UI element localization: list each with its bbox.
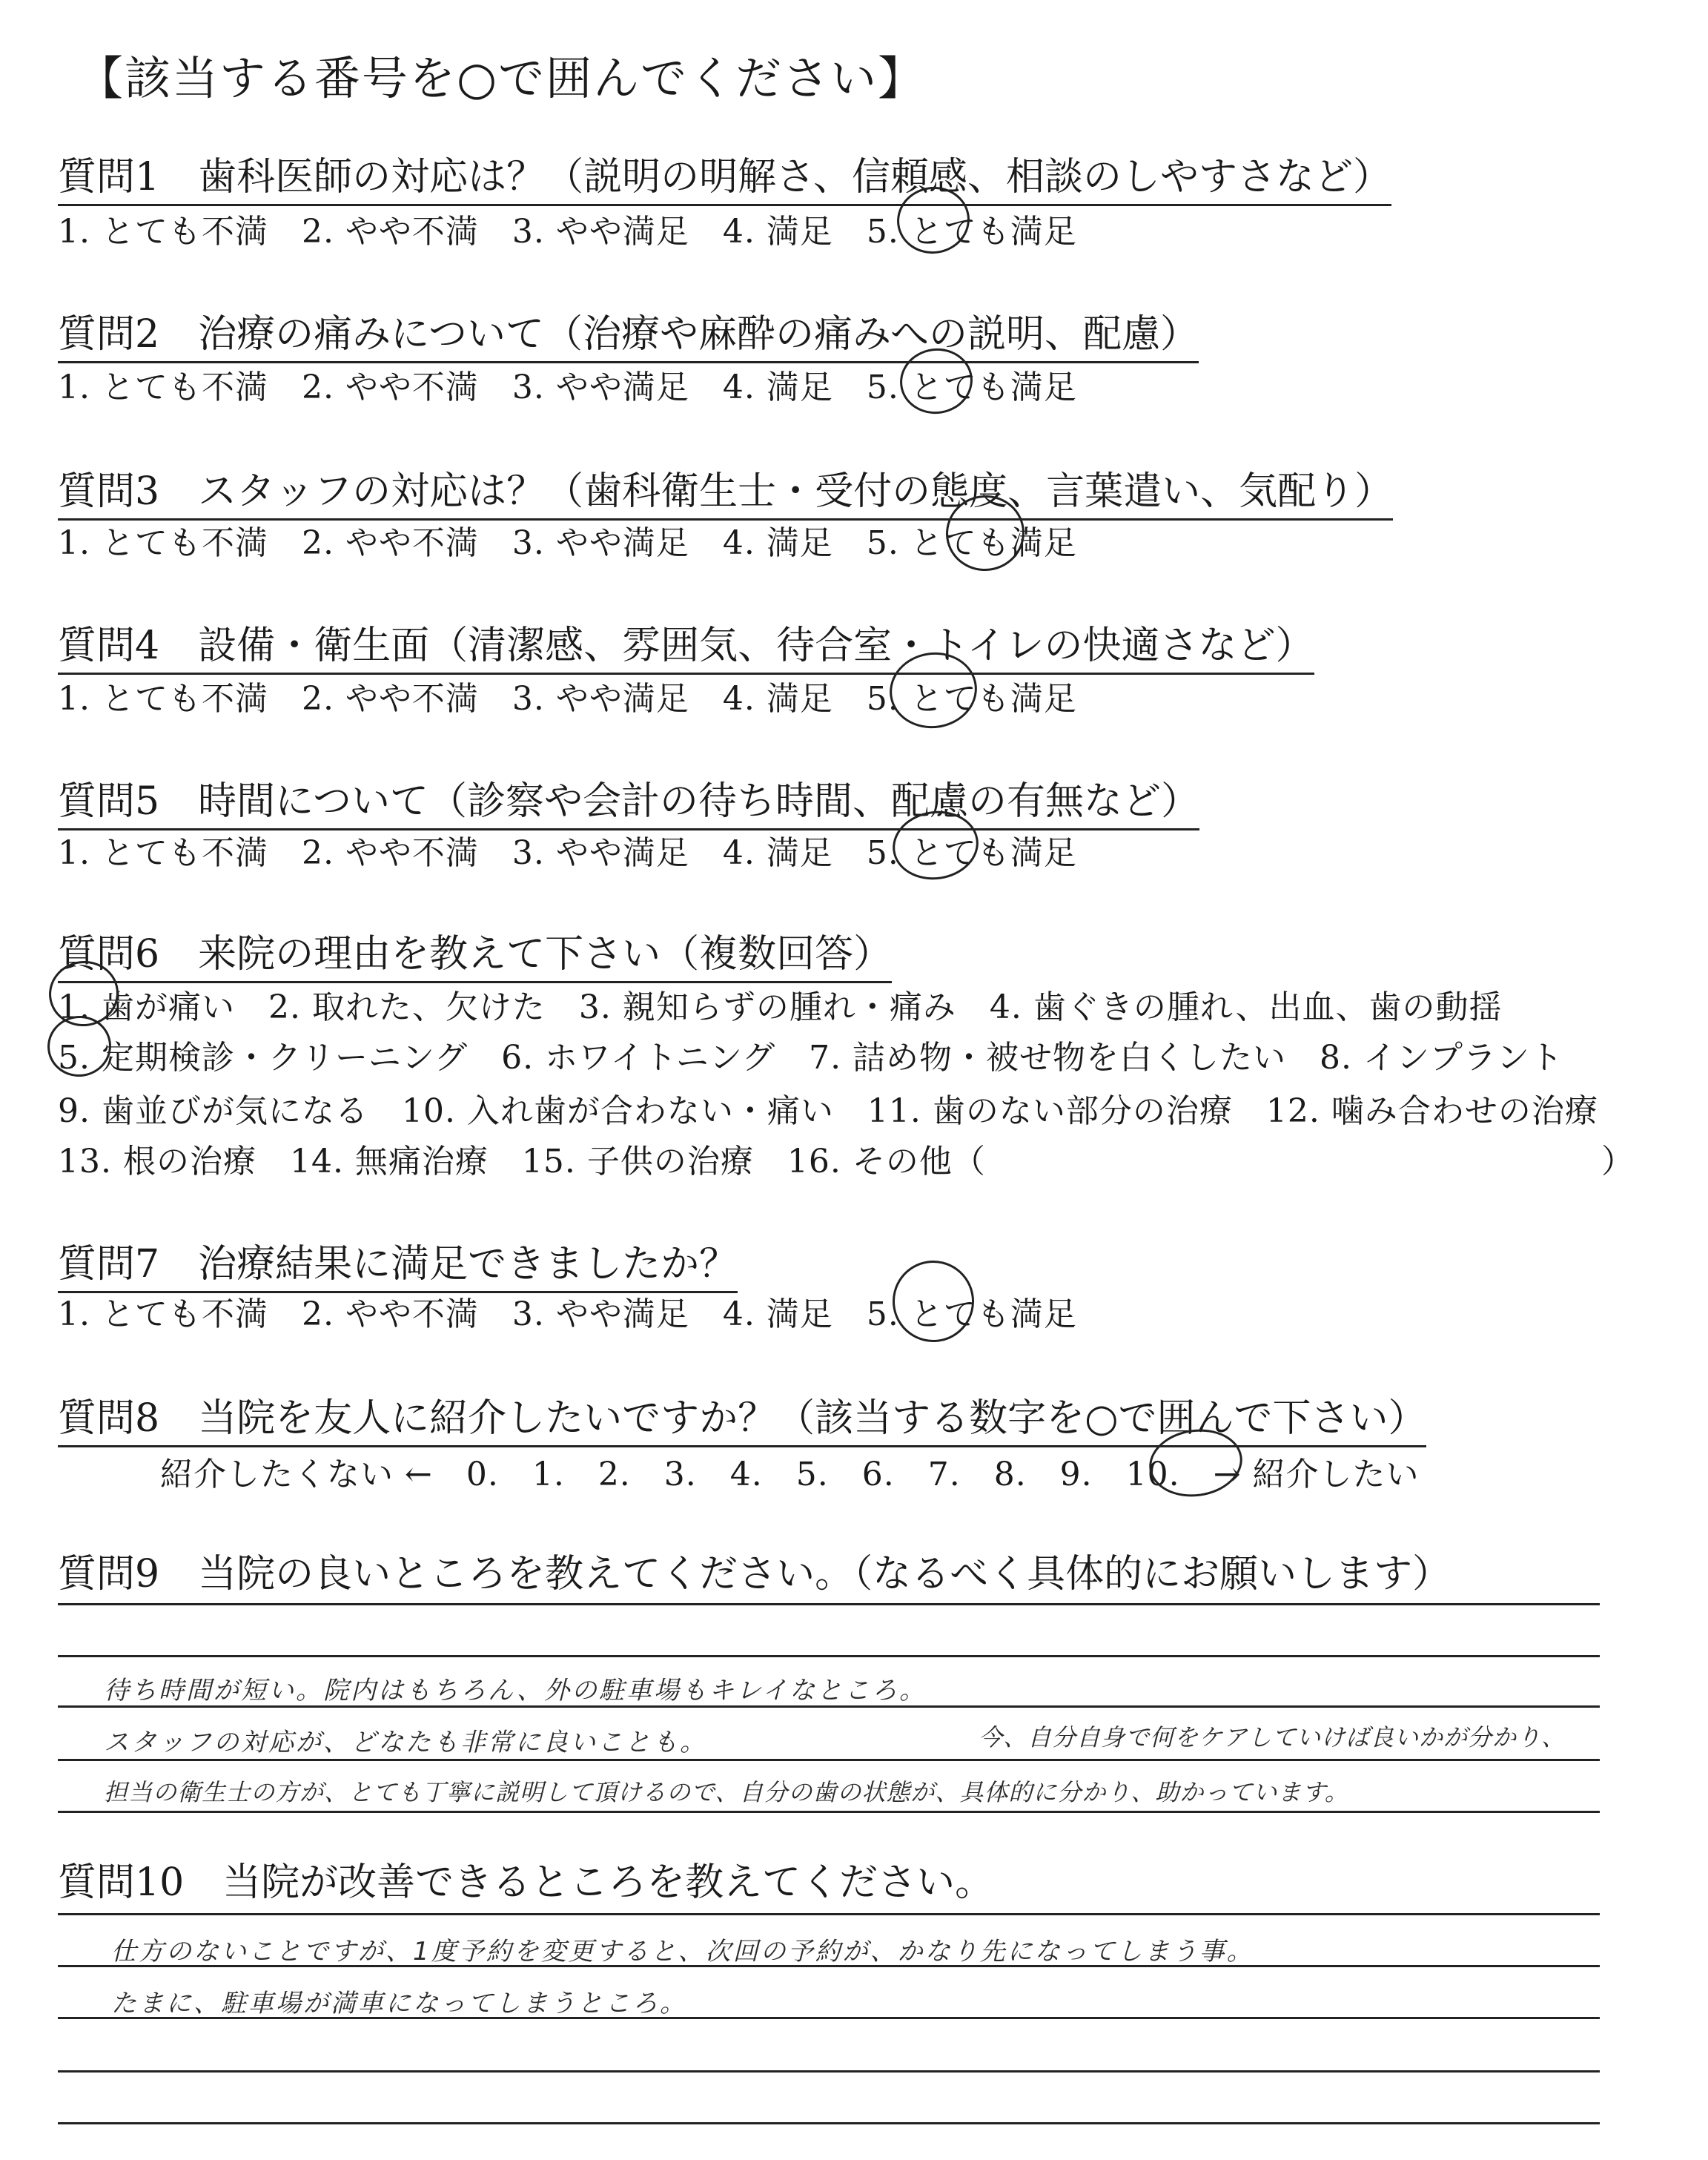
- question-6-row-1: 1. 歯が痛い 2. 取れた、欠けた 3. 親知らずの腫れ・痛み 4. 歯ぐきの腫れ、出血、歯の動揺: [58, 988, 1503, 1026]
- question-5-label: 質問5 時間について（診察や会計の待ち時間、配慮の有無など）: [58, 770, 1199, 830]
- question-3-label: 質問3 スタッフの対応は？（歯科衛生士・受付の態度、言葉遣い、気配り）: [58, 460, 1393, 521]
- question-10-label: 質問10 当院が改善できるところを教えてください。: [58, 1860, 994, 1905]
- question-9-answer-line-2[interactable]: スタッフの対応が、どなたも非常に良いことも。: [104, 1728, 707, 1757]
- question-4-options: 1. とても不満 2. やや不満 3. やや満足 4. 満足 5. とても満足: [58, 680, 1077, 718]
- question-2-label: 質問2 治療の痛みについて（治療や麻酔の痛みへの説明、配慮）: [58, 303, 1199, 363]
- question-6-row-2: 5. 定期検診・クリーニング 6. ホワイトニング 7. 詰め物・被せ物を白くしたい 8. インプラント: [58, 1039, 1564, 1077]
- question-1-options: 1. とても不満 2. やや不満 3. やや満足 4. 満足 5. とても満足: [58, 213, 1077, 251]
- answer-line: [58, 1811, 1600, 1813]
- answer-line: [58, 1655, 1600, 1657]
- question-7-options: 1. とても不満 2. やや不満 3. やや満足 4. 満足 5. とても満足: [58, 1295, 1077, 1333]
- question-7-label: 質問7 治療結果に満足できましたか？: [58, 1232, 738, 1293]
- answer-line: [58, 1603, 1600, 1605]
- question-9-answer-insert[interactable]: 今、自分自身で何をケアしていけば良いかが分かり、: [979, 1723, 1566, 1751]
- question-1-label: 質問1 歯科医師の対応は？（説明の明解さ、信頼感、相談のしやすさなど）: [58, 145, 1391, 206]
- question-6-row-3: 9. 歯並びが気になる 10. 入れ歯が合わない・痛い 11. 歯のない部分の治療 12. 噛み合わせの治療: [58, 1092, 1598, 1130]
- question-5-options: 1. とても不満 2. やや不満 3. やや満足 4. 満足 5. とても満足: [58, 834, 1077, 872]
- question-8-label: 質問8 当院を友人に紹介したいですか？（該当する数字を○で囲んで下さい）: [58, 1387, 1426, 1447]
- question-9-answer-line-3[interactable]: 担当の衛生士の方が、とても丁寧に説明して頂けるので、自分の歯の状態が、具体的に分かり、助かっています。: [104, 1778, 1349, 1806]
- question-6-label: 質問6 来院の理由を教えて下さい（複数回答）: [58, 922, 892, 983]
- question-10-answer-line-1[interactable]: 仕方のないことですが、1度予約を変更すると、次回の予約が、かなり先になってしまう事。: [111, 1937, 1254, 1966]
- question-8-scale: 紹介したくない ← 0. 1. 2. 3. 4. 5. 6. 7. 8. 9. 10. → 紹介したい: [160, 1456, 1420, 1493]
- question-3-options: 1. とても不満 2. やや不満 3. やや満足 4. 満足 5. とても満足: [58, 524, 1077, 562]
- answer-line: [58, 2122, 1600, 2124]
- question-10-answer-line-2[interactable]: たまに、駐車場が満車になってしまうところ。: [111, 1989, 687, 2018]
- answer-line: [58, 1759, 1600, 1761]
- question-6-row-4-close-paren: ）: [1601, 1143, 1635, 1180]
- answer-line: [58, 2070, 1600, 2073]
- question-2-options: 1. とても不満 2. やや不満 3. やや満足 4. 満足 5. とても満足: [58, 369, 1077, 406]
- question-9-label: 質問9 当院の良いところを教えてください。（なるべく具体的にお願いします）: [58, 1552, 1452, 1596]
- answer-line: [58, 1913, 1600, 1915]
- question-9-answer-line-1[interactable]: 待ち時間が短い。院内はもちろん、外の駐車場もキレイなところ。: [104, 1676, 927, 1705]
- question-6-row-4: 13. 根の治療 14. 無痛治療 15. 子供の治療 16. その他（: [58, 1143, 986, 1180]
- question-4-label: 質問4 設備・衛生面（清潔感、雰囲気、待合室・トイレの快適さなど）: [58, 614, 1314, 675]
- form-title: 【該当する番号を○で囲んでください】: [77, 51, 926, 105]
